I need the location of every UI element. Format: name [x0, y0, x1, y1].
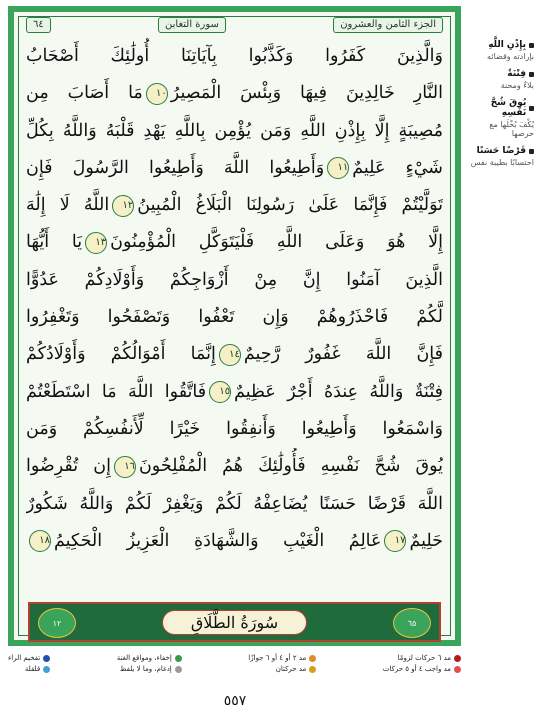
gloss-definition: يُكْفَ بُخْلَها مع حرصها — [489, 120, 534, 138]
ayah-marker: ١٤ — [219, 344, 241, 366]
gloss-definition: بلاءٌ ومحنة — [500, 81, 534, 90]
surah-banner — [28, 602, 441, 642]
gloss-term: فِتْنَةٌ — [507, 69, 526, 79]
ayah-marker: ١٥ — [209, 381, 231, 403]
text-line: الَّذِينَ آمَنُوا إِنَّ مِنْ أَزْوَاجِكُمْ وَأَوْلَادِكُمْ عَدُوًّا — [26, 269, 443, 290]
gloss-entry — [466, 146, 534, 167]
gloss-entry — [466, 69, 534, 90]
ayah-marker: ١١ — [327, 157, 349, 179]
header-page-index: ٦٤ — [26, 17, 51, 33]
legend-column — [8, 654, 50, 688]
page-header — [26, 16, 443, 34]
banner-ornament-right: ٦٥ — [393, 608, 431, 638]
text-line: اللَّهَ قَرْضًا حَسَنًا يُضَاعِفْهُ لَكُمْ وَيَغْفِرْ لَكُمْ وَاللَّهُ شَكُورٌ — [26, 493, 443, 514]
text-line: فَإِنَّ اللَّهَ غَفُورٌ رَّحِيمٌ١٤إِنَّمَا أَمْوَالُكُمْ وَأَوْلَادُكُمْ — [26, 344, 443, 365]
page-number: ٥٥٧ — [223, 693, 247, 709]
text-line: مُصِيبَةٍ إِلَّا بِإِذْنِ اللَّهِ وَمَن يُؤْمِن بِاللَّهِ يَهْدِ قَلْبَهُ وَاللَّهُ بِكُلِّ — [26, 120, 443, 141]
ayah-marker: ١٢ — [112, 195, 134, 217]
ayah-marker: ١٨ — [29, 530, 51, 552]
legend-column — [117, 654, 182, 688]
legend-color-dot — [309, 655, 316, 662]
legend-column — [248, 654, 316, 688]
header-juz: الجزء الثامن والعشرون — [333, 17, 443, 33]
gloss-term: قَرْضًا حَسَنًا — [476, 146, 526, 156]
text-line: النَّارِ خَالِدِينَ فِيهَا وَبِئْسَ الْمَصِيرُ١٠مَا أَصَابَ مِن — [26, 83, 443, 104]
legend-item: تفخيم الراء — [8, 654, 50, 662]
bullet-icon — [529, 106, 534, 111]
text-line: لَّكُمْ فَاحْذَرُوهُمْ وَإِن تَعْفُوا وَتَصْفَحُوا وَتَغْفِرُوا — [26, 307, 443, 328]
legend-color-dot — [309, 666, 316, 673]
page-frame — [8, 6, 461, 646]
text-line: شَيْءٍ عَلِيمٌ١١وَأَطِيعُوا اللَّهَ وَأَطِيعُوا الرَّسُولَ فَإِن — [26, 157, 443, 178]
legend-item: إخفاء، ومواقع الغنة — [117, 654, 182, 662]
legend-item: مد ٢ أو ٤ أو ٦ جوازًا — [248, 654, 316, 662]
text-line: حَلِيمٌ١٧عَالِمُ الْغَيْبِ وَالشَّهَادَةِ الْعَزِيزُ الْحَكِيمُ١٨ — [26, 523, 443, 560]
legend-color-dot — [43, 655, 50, 662]
bullet-icon — [529, 72, 534, 77]
ayah-marker: ١٣ — [85, 232, 107, 254]
text-line: تَوَلَّيْتُمْ فَإِنَّمَا عَلَىٰ رَسُولِنَا الْبَلَاغُ الْمُبِينُ١٢اللَّهُ لَا إِلَٰهَ — [26, 195, 443, 216]
legend-color-dot — [175, 666, 182, 673]
header-surah-name: سورة التغابن — [158, 17, 226, 33]
tajweed-legend — [8, 654, 461, 688]
gloss-entry — [466, 40, 534, 61]
gloss-definition: احتسابًا بطيبة نفس — [470, 158, 534, 167]
gloss-entry — [466, 98, 534, 138]
legend-item: مد ٦ حركات لزومًا — [383, 654, 461, 662]
text-line: وَاسْمَعُوا وَأَطِيعُوا وَأَنفِقُوا خَيْرًا لِّأَنفُسِكُمْ وَمَن — [26, 418, 443, 439]
banner-ornament-left: ١٢ — [38, 608, 76, 638]
legend-item: إدغام، وما لا يلفظ — [117, 665, 182, 673]
surah-title: سُورَةُ الطَّلَاقِ — [162, 610, 307, 635]
legend-color-dot — [454, 666, 461, 673]
legend-color-dot — [454, 655, 461, 662]
legend-item: مد واجب ٤ أو ٥ حركات — [383, 665, 461, 673]
quran-text — [26, 38, 443, 598]
glossary-sidebar — [466, 40, 534, 175]
text-line: وَالَّذِينَ كَفَرُوا وَكَذَّبُوا بِآيَاتِنَا أُولَٰئِكَ أَصْحَابُ — [26, 46, 443, 66]
text-line: إِلَّا هُوَ وَعَلَى اللَّهِ فَلْيَتَوَكَّلِ الْمُؤْمِنُونَ١٣يَا أَيُّهَا — [26, 232, 443, 253]
ayah-marker: ١٧ — [384, 530, 406, 552]
bullet-icon — [529, 43, 534, 48]
legend-item: مد حركتان — [248, 665, 316, 673]
gloss-term: يُوقَ شُحَّ نَفْسِهِ — [490, 98, 527, 118]
text-line: فِتْنَةٌ وَاللَّهُ عِندَهُ أَجْرٌ عَظِيمٌ١٥فَاتَّقُوا اللَّهَ مَا اسْتَطَعْتُمْ — [26, 381, 443, 402]
legend-color-dot — [175, 655, 182, 662]
ayah-marker: ١٠ — [146, 83, 168, 105]
text-line: يُوقَ شُحَّ نَفْسِهِ فَأُولَٰئِكَ هُمُ الْمُفْلِحُونَ١٦إِن تُقْرِضُوا — [26, 456, 443, 477]
ayah-marker: ١٦ — [114, 456, 136, 478]
gloss-term: بِإِذْنِ اللَّهِ — [488, 40, 526, 50]
legend-color-dot — [43, 666, 50, 673]
legend-column — [383, 654, 461, 688]
gloss-definition: بإرادته وقضائه — [487, 52, 534, 61]
legend-item: قلقلة — [8, 665, 50, 673]
bullet-icon — [529, 149, 534, 154]
